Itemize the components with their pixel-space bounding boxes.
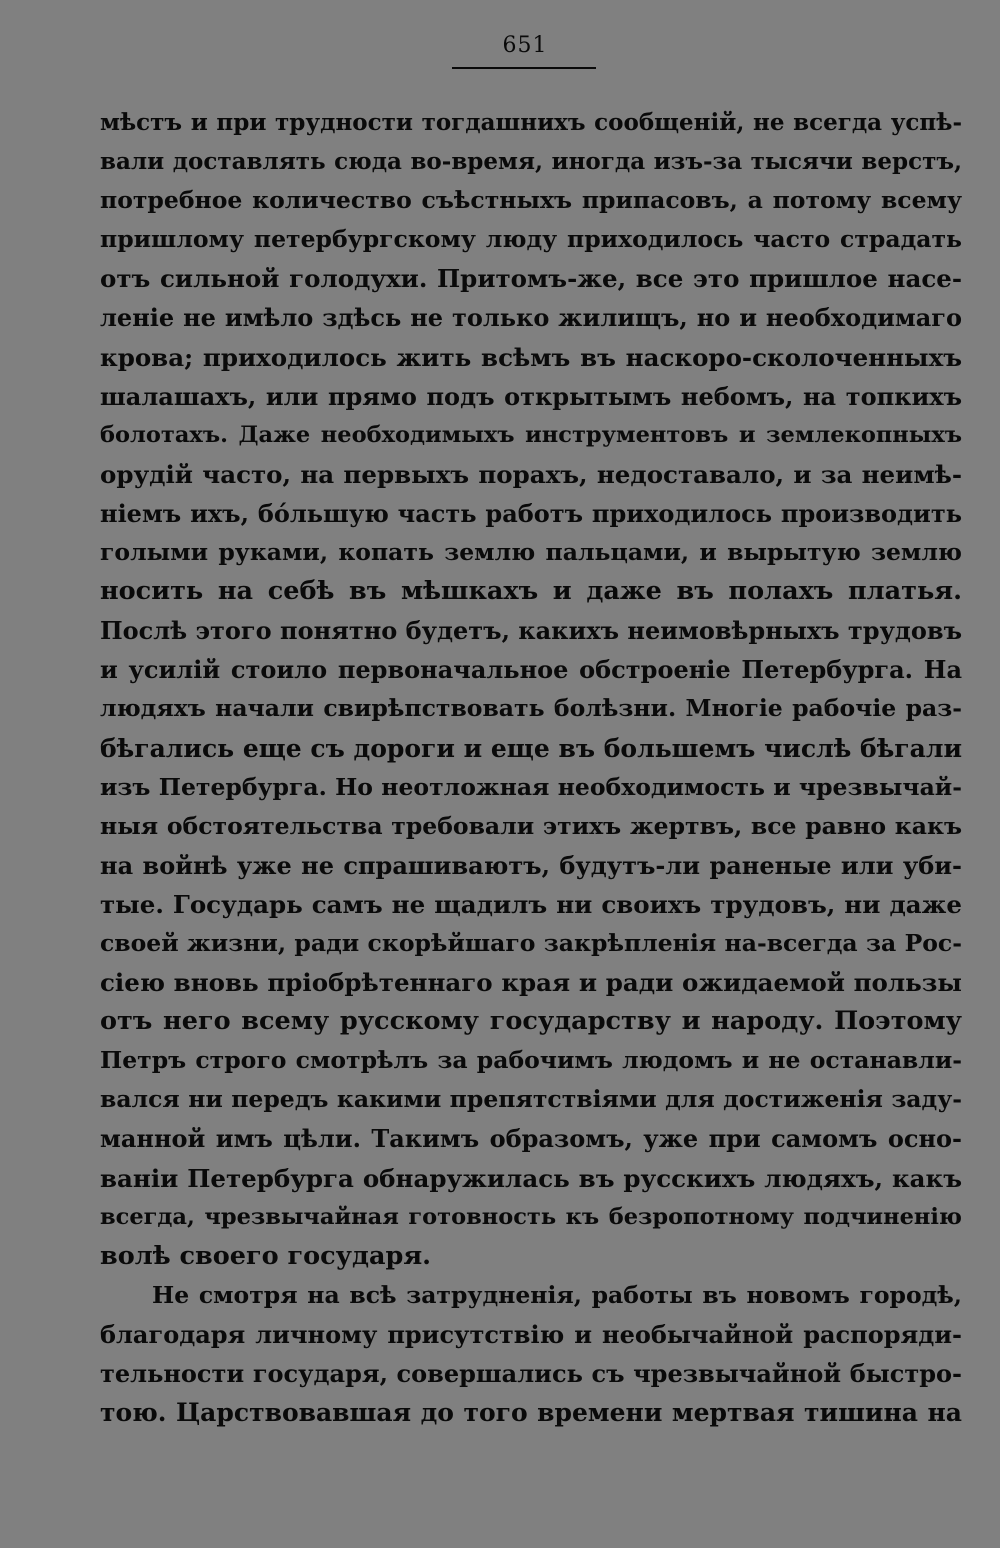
- text-line: ваніи Петербурга обнаружилась въ русскихъ людяхъ, какъ: [100, 1163, 962, 1193]
- text-line: вали доставлять сюда во-время, иногда изъ-за тысячи верстъ,: [100, 148, 962, 176]
- text-line: Петръ строго смотрѣлъ за рабочимъ людомъ и не останавли-: [100, 1046, 962, 1075]
- header-rule: [452, 67, 596, 69]
- text-line: волѣ своего государя.: [100, 1240, 432, 1271]
- text-line: болотахъ. Даже необходимыхъ инструментовъ и землекопныхъ: [100, 421, 962, 448]
- text-line: вался ни передъ какими препятствіями для достиженія заду-: [100, 1085, 962, 1114]
- text-line: Послѣ этого понятно будетъ, какихъ неимовѣрныхъ трудовъ: [100, 616, 962, 646]
- text-line: потребное количество съѣстныхъ припасовъ, а потому всему: [100, 186, 962, 215]
- paragraph-1: [100, 103, 962, 1276]
- text-line: шалашахъ, или прямо подъ открытымъ небомъ, на топкихъ: [100, 381, 962, 411]
- text-line: благодаря личному присутствію и необычайной распоряди-: [100, 1319, 962, 1349]
- text-line: отъ него всему русскому государству и народу. Поэтому: [100, 1006, 962, 1037]
- text-line: ныя обстоятельства требовали этихъ жертвъ, все равно какъ: [100, 811, 962, 840]
- text-line: крова; приходилось жить всѣмъ въ наскоро-сколоченныхъ: [100, 342, 962, 372]
- text-line: голыми руками, копать землю пальцами, и вырытую землю: [100, 538, 962, 567]
- text-line: Не смотря на всѣ затрудненія, работы въ новомъ городѣ,: [152, 1280, 962, 1309]
- text-line: манной имъ цѣли. Такимъ образомъ, уже при самомъ осно-: [100, 1124, 962, 1154]
- text-line: бѣгались еще съ дороги и еще въ большемъ числѣ бѣгали: [100, 733, 962, 763]
- paragraph-2: [100, 1276, 962, 1432]
- text-line: всегда, чрезвычайная готовность къ безропотному подчиненію: [100, 1203, 962, 1230]
- text-line: отъ сильной голодухи. Притомъ-же, все это пришлое насе-: [100, 264, 962, 294]
- text-line: леніе не имѣло здѣсь не только жилищъ, но и необходимаго: [100, 303, 962, 333]
- text-line: орудій часто, на первыхъ порахъ, недоставало, и за неимѣ-: [100, 459, 962, 489]
- text-line: людяхъ начали свирѣпствовать болѣзни. Многіе рабочіе раз-: [100, 694, 962, 723]
- text-line: ніемъ ихъ, бóльшую часть работъ приходилось производить: [100, 498, 962, 528]
- text-line: тые. Государь самъ не щадилъ ни своихъ трудовъ, ни даже: [100, 889, 962, 919]
- text-line: сіею вновь пріобрѣтеннаго края и ради ожидаемой пользы: [100, 968, 962, 998]
- text-line: изъ Петербурга. Но неотложная необходимость и чрезвычай-: [100, 772, 962, 801]
- text-line: тою. Царствовавшая до того времени мертвая тишина на: [100, 1398, 962, 1428]
- text-line: пришлому петербургскому люду приходилось часто страдать: [100, 225, 962, 254]
- text-line: мѣстъ и при трудности тогдашнихъ сообщеній, не всегда успѣ-: [100, 109, 962, 136]
- text-line: на войнѣ уже не спрашиваютъ, будутъ-ли раненые или уби-: [100, 850, 962, 880]
- body-text: [100, 103, 962, 1432]
- text-line: и усилій стоило первоначальное обстроеніе Петербурга. На: [100, 655, 962, 685]
- text-line: своей жизни, ради скорѣйшаго закрѣпленія на-всегда за Рос-: [100, 928, 962, 957]
- text-line: носить на себѣ въ мѣшкахъ и даже въ полахъ платья.: [100, 576, 962, 607]
- page-number: 651: [502, 33, 548, 58]
- text-line: тельности государя, совершались съ чрезвычайной быстро-: [100, 1359, 962, 1388]
